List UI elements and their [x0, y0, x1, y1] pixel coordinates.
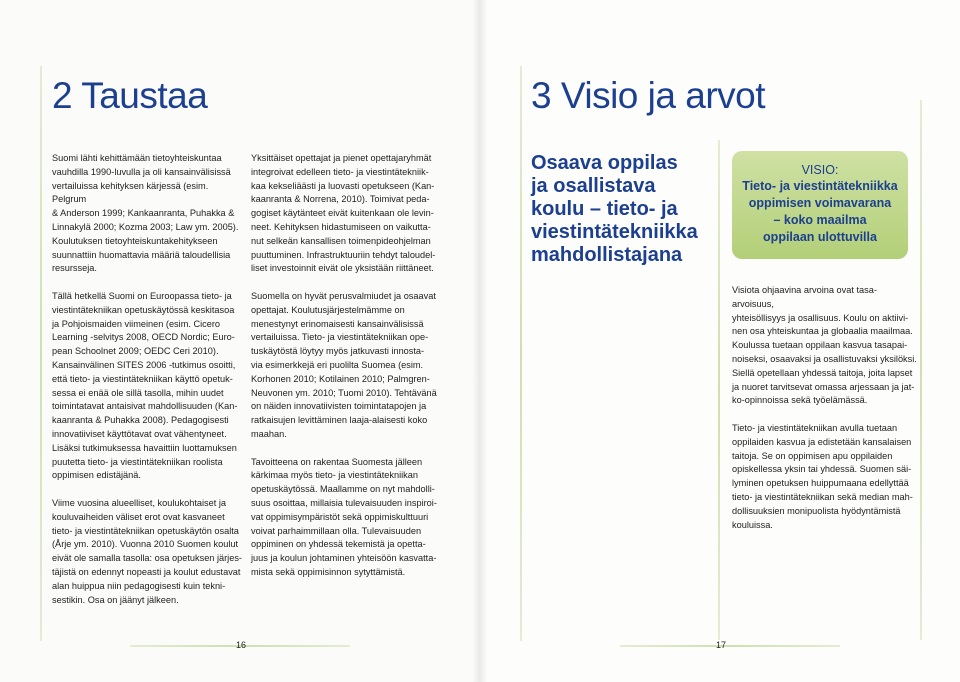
paragraph: Suomella on hyvät perusvalmiudet ja osaavat opettajat. Koulutusjärjestelmämme on menestynyt erinomaisesti kansainvälisissä vertailuissa. Tieto- ja viestintätekniikan ope- tuskäytöstä löytyy myös jatkuvasti innosta- via esimerkkejä eri puolilta Suomea (esim. Korhonen 2010; Kotilainen 2010; Palmgren- Neuvonen ym. 2010; Tuomi 2010). Tehtävänä on näiden innovatiivisten toimintatapojen ja ratkaisujen levittäminen laaja-alaisesti koko maahan. [251, 290, 437, 439]
pull-quote: Osaava oppilas ja osallistava koulu – tieto- ja viestintätekniikka mahdollistajana [531, 152, 698, 266]
left-border-line [40, 66, 42, 641]
section-heading-visio: 3 Visio ja arvot [531, 75, 765, 116]
paragraph: Yksittäiset opettajat ja pienet opettajaryhmät integroivat edelleen tieto- ja viestintätekniik- kaa kekseliäästi ja luovasti opetukseen (Kan- kaanranta & Norrena, 2010). Toimivat peda- gogiset käytänteet eivät kuitenkaan ole levin- neet. Kehityksen hidastumiseen on vaikutta- nut selkeän kansallisen toimenpideohjelman puuttuminen. Infrastruktuuriin tehdyt taloudel- liset investoinnit eivät ole yksistään riittäneet. [251, 153, 436, 274]
paragraph: Tavoitteena on rakentaa Suomesta jälleen kärkimaa myös tieto- ja viestintätekniikan opetuskäytössä. Maallamme on nyt mahdolli- suus osoittaa, millaisia tulevaisuuden inspiroi- vat oppimisympäristöt sekä oppimiskulttuuri voivat parhaimmillaan olla. Tulevaisuuden oppiminen on yhdessä tekemistä ja opetta- juus ja koulun johtaminen yhteisöön kasvatta- mista sekä oppimisinnon sytyttämistä. [251, 456, 437, 577]
left-text-column [52, 152, 242, 621]
vision-box [732, 151, 908, 259]
right-bottom-rule [620, 645, 840, 647]
paragraph: Visiota ohjaavina arvoina ovat tasa-arvoisuus, yhteisöllisyys ja osallisuus. Koulu on aktiivi- nen osa yhteiskuntaa ja globaalia maailmaa. Koulussa tuetaan oppilaan kasvua tasapai- noiseksi, osaavaksi ja osallistuvaksi yksilöksi. Siellä opetellaan yhdessä taitoja, joita lapset ja nuoret tarvitsevat omassa arjessaan ja jat- ko-opinnoissa sekä työelämässä. [732, 285, 917, 406]
paragraph: Tällä hetkellä Suomi on Euroopassa tieto- ja viestintätekniikan opetuskäytössä keskitasoa ja Pohjoismaiden viimeinen (esim. Cicero Learning -selvitys 2008, OECD Nordic; Euro- pean Schoolnet 2009; OEDC Ceri 2010). Kansainvälinen SITES 2006 -tutkimus osoitti, että tieto- ja viestintätekniikan käyttö opetuk- sessa ei enää ole sillä tasolla, mihin uudet toimintatavat antaisivat mahdollisuuden (Kan- kaanranta & Puhakka 2008). Pedagogisesti innovatiiviset käyttötavat ovat vähentyneet. Lisäksi tutkimuksessa havaittiin luottamuksen puutetta tieto- ja viestintätekniikan roolista oppimisen edistäjänä. [52, 290, 238, 481]
page-number-right: 17 [716, 640, 727, 650]
paragraph: Tieto- ja viestintätekniikan avulla tuetaan oppilaiden kasvua ja edistetään kansalaisen taitoja. Se on oppimisen apu oppilaiden opiskellessa yksin tai yhdessä. Suomen säi- lyminen opetuksen huippumaana edellyttää tieto- ja viestintätekniikan sekä median mah- dollisuuksien monipuolista hyödyntämistä kouluissa. [732, 422, 913, 530]
right-border-line [520, 66, 522, 641]
paragraph: Viime vuosina alueelliset, koulukohtaiset ja kouluvaiheiden väliset erot ovat kasvaneet tieto- ja viestintätekniikan opetuskäytön osalta (Årje ym. 2010). Vuonna 2010 Suomen koulut eivät ole samalla tasolla: osa opetuksen järjes- täjistä on edennyt nopeasti ja koulut edustavat alan huippua niin pedagogisesti kuin tekni- sestikin. Osa on jäänyt jälkeen. [52, 497, 242, 605]
paragraph: Suomi lähti kehittämään tietoyhteiskuntaa vauhdilla 1990-luvulla ja oli kansainvälisissä vertailuissa kehityksen kärjessä (esim. Pelgrum & Anderson 1999; Kankaanranta, Puhakka & Linnakylä 2000; Kozma 2003; Law ym. 2005). Koulutuksen tietoyhteiskuntakehitykseen suunnattiin huomattavia määriä taloudellisia resursseja. [52, 153, 239, 274]
middle-text-column [251, 152, 446, 594]
page-number-left: 16 [236, 640, 247, 650]
section-heading-taustaa: 2 Taustaa [52, 75, 208, 116]
vision-title: VISIO: [801, 163, 839, 177]
outer-right-line [920, 100, 922, 640]
vision-text: Tieto- ja viestintätekniikka oppimisen voimavarana – koko maailma oppilaan ulottuvilla [742, 179, 898, 244]
right-text-column [732, 284, 918, 546]
column-divider-line [718, 140, 720, 640]
page-gutter [472, 0, 488, 682]
